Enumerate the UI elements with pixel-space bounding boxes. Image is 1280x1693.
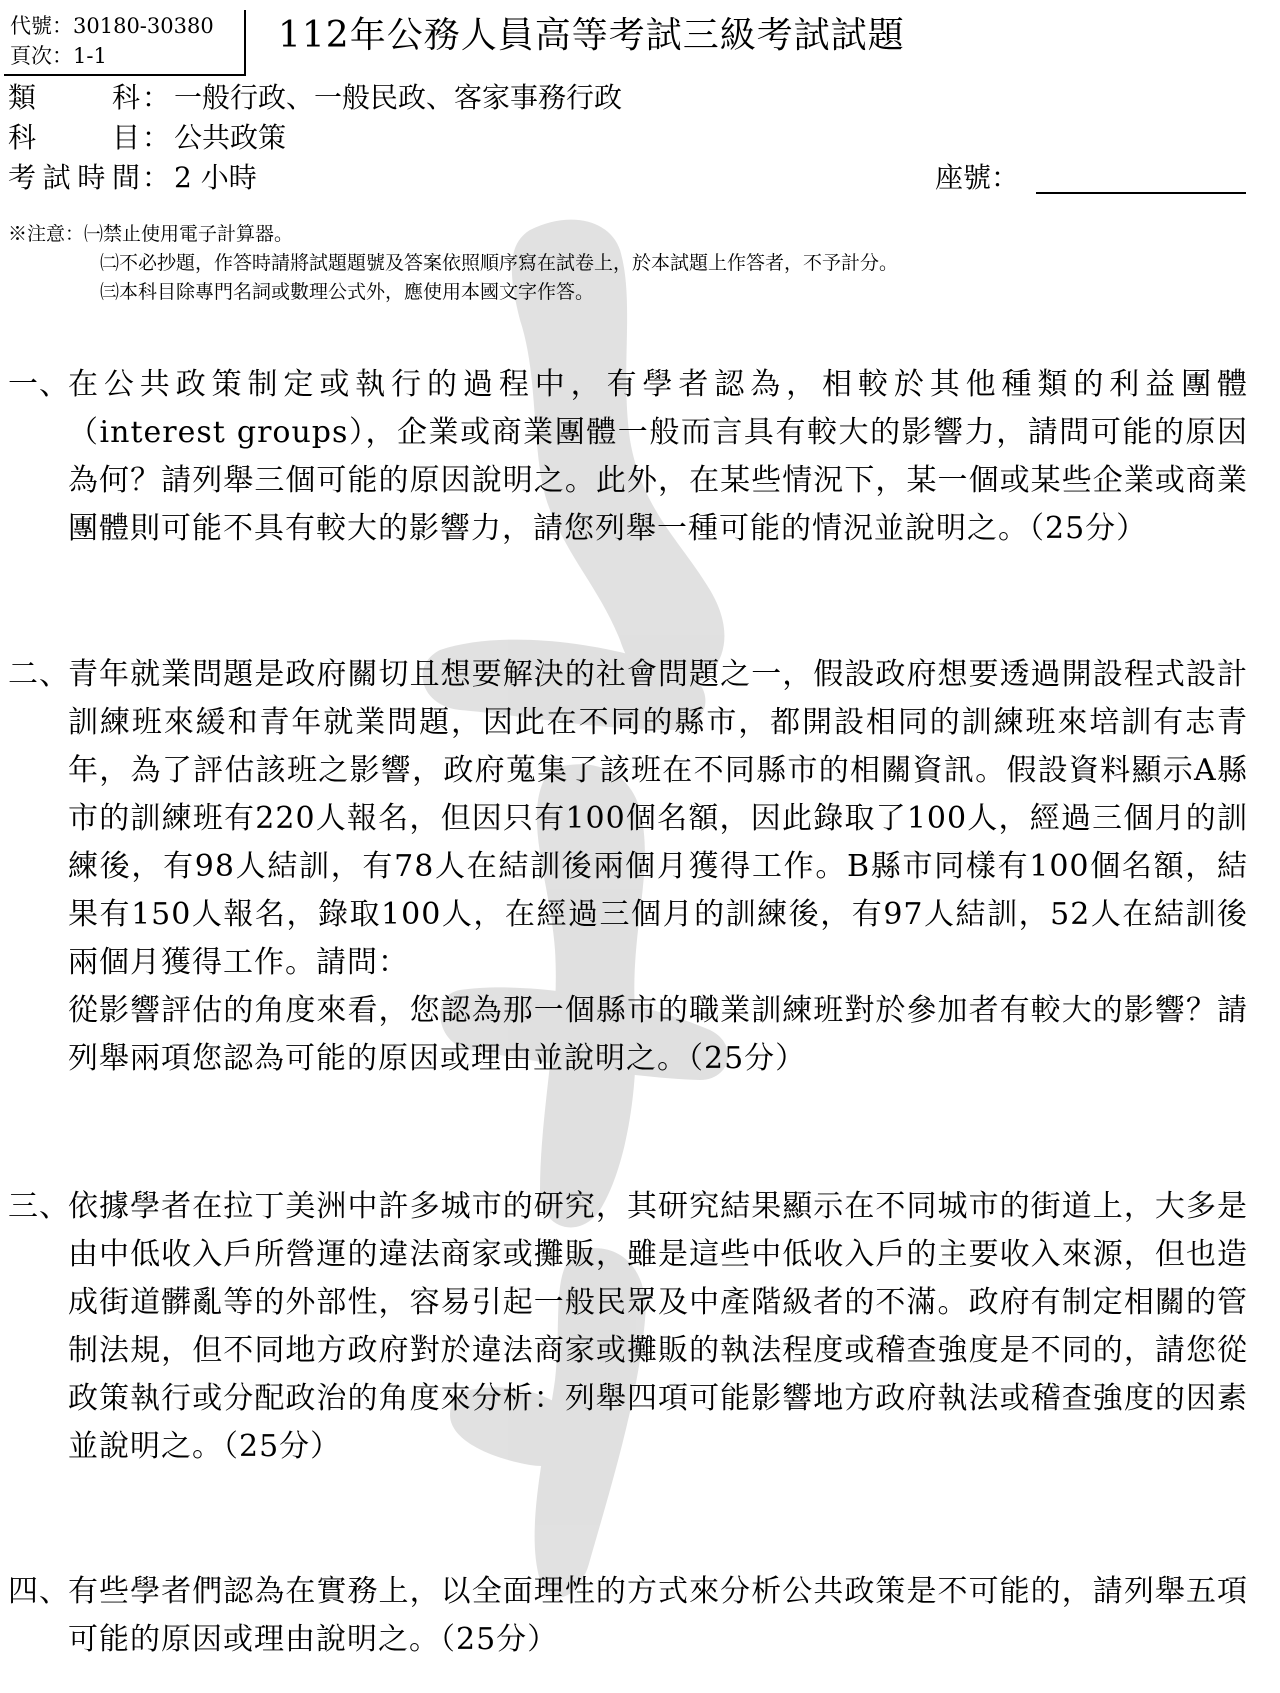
subject-row [8,120,286,156]
seat-label: 座號： [935,161,1020,194]
colon: ： [142,121,171,154]
subject-label: 科 目 [8,121,140,154]
question-text: 有些學者們認為在實務上，以全面理性的方式來分析公共政策是不可能的，請列舉五項可能的原因或理由說明之。（25分） [68,1574,1248,1657]
exam-code-box [4,10,246,76]
question-number: 一、 [8,367,70,402]
category-value: 一般行政、一般民政、客家事務行政 [174,81,623,114]
time-value: 2 小時 [174,161,257,194]
question-number: 二、 [8,657,70,692]
note-3: ㈢本科目除專門名詞或數理公式外，應使用本國文字作答。 [100,281,595,303]
category-label: 類 科 [8,81,140,114]
page-number: 頁次：1-1 [10,44,107,68]
exam-notes [8,220,898,307]
page-title: 112年公務人員高等考試三級考試試題 [278,15,905,56]
question-text: 依據學者在拉丁美洲中許多城市的研究，其研究結果顯示在不同城市的街道上，大多是由中低收入戶所營運的違法商家或攤販，雖是這些中低收入戶的主要收入來源，但也造成街道髒亂等的外部性，容易引起一般民眾及中產階級者的不滿。政府有制定相關的管制法規，但不同地方政府對於違法商家或攤販的執法程度或稽查強度是不同的，請您從政策執行或分配政治的角度來分析：列舉四項可能影響地方政府執法或稽查強度的因素並說明之。（25分） [68,1189,1248,1464]
category-row [8,80,622,116]
question-number: 四、 [8,1574,70,1609]
question-subquestion: 從影響評估的角度來看，您認為那一個縣市的職業訓練班對於參加者有較大的影響？請列舉兩項您認為可能的原因或理由並說明之。（25分） [68,993,1248,1076]
subject-value: 公共政策 [174,121,287,154]
exam-code: 代號：30180-30380 [10,14,214,38]
note-2: ㈡不必抄題，作答時請將試題題號及答案依照順序寫在試卷上，於本試題上作答者，不予計分。 [100,252,899,274]
question-number: 三、 [8,1189,70,1224]
question-2 [8,651,1248,1083]
question-text: 在公共政策制定或執行的過程中，有學者認為，相較於其他種類的利益團體（interest groups），企業或商業團體一般而言具有較大的影響力，請問可能的原因為何？請列舉三個可能的原因說明之。此外，在某些情況下，某一個或某些企業或商業團體則可能不具有較大的影響力，請您列舉一種可能的情況並說明之。（25分） [68,367,1248,546]
time-row [8,160,257,196]
colon: ： [142,161,171,194]
question-3 [8,1183,1248,1471]
note-1: ※注意：㈠禁止使用電子計算器。 [8,223,294,245]
seat-number-field [1036,192,1246,194]
question-4 [8,1568,1248,1664]
question-1 [8,361,1248,553]
time-label: 考試時間 [8,161,140,194]
question-text: 青年就業問題是政府關切且想要解決的社會問題之一，假設政府想要透過開設程式設計訓練班來緩和青年就業問題，因此在不同的縣市，都開設相同的訓練班來培訓有志青年，為了評估該班之影響，政府蒐集了該班在不同縣市的相關資訊。假設資料顯示A縣市的訓練班有220人報名，但因只有100個名額，因此錄取了100人，經過三個月的訓練後，有98人結訓，有78人在結訓後兩個月獲得工作。B縣市同樣有100個名額，結果有150人報名，錄取100人，在經過三個月的訓練後，有97人結訓，52人在結訓後兩個月獲得工作。請問： [68,657,1248,980]
colon: ： [142,81,171,114]
